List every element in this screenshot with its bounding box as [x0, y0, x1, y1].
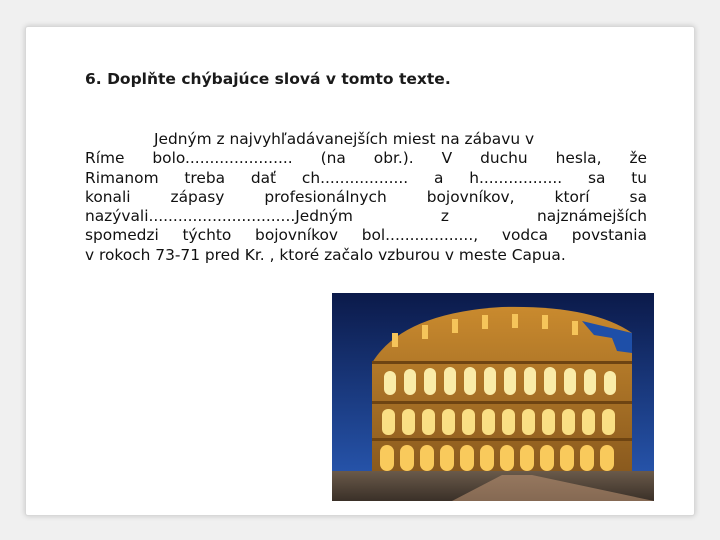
paragraph-line: Ríme bolo...................... (na obr.). V duchu hesla, že	[85, 149, 647, 168]
paragraph-line: v rokoch 73-71 pred Kr. , ktoré začalo vzburou v meste Capua.	[85, 245, 566, 264]
paragraph-line: konali zápasy profesionálnych bojovníkov, ktorí sa	[85, 187, 647, 206]
colosseum-photo	[332, 293, 654, 501]
paragraph-line: nazývali..............................Jedným z najznámejších	[85, 207, 647, 226]
paragraph-line: spomedzi týchto bojovníkov bol.................., vodca povstania	[85, 226, 647, 245]
exercise-title: 6. Doplňte chýbajúce slová v tomto texte.	[85, 70, 451, 88]
paragraph-line: Jedným z najvyhľadávanejších miest na zábavu v	[154, 130, 535, 148]
exercise-paragraph	[85, 130, 647, 265]
paragraph-line: Rimanom treba dať ch.................. a h................. sa tu	[85, 168, 647, 187]
